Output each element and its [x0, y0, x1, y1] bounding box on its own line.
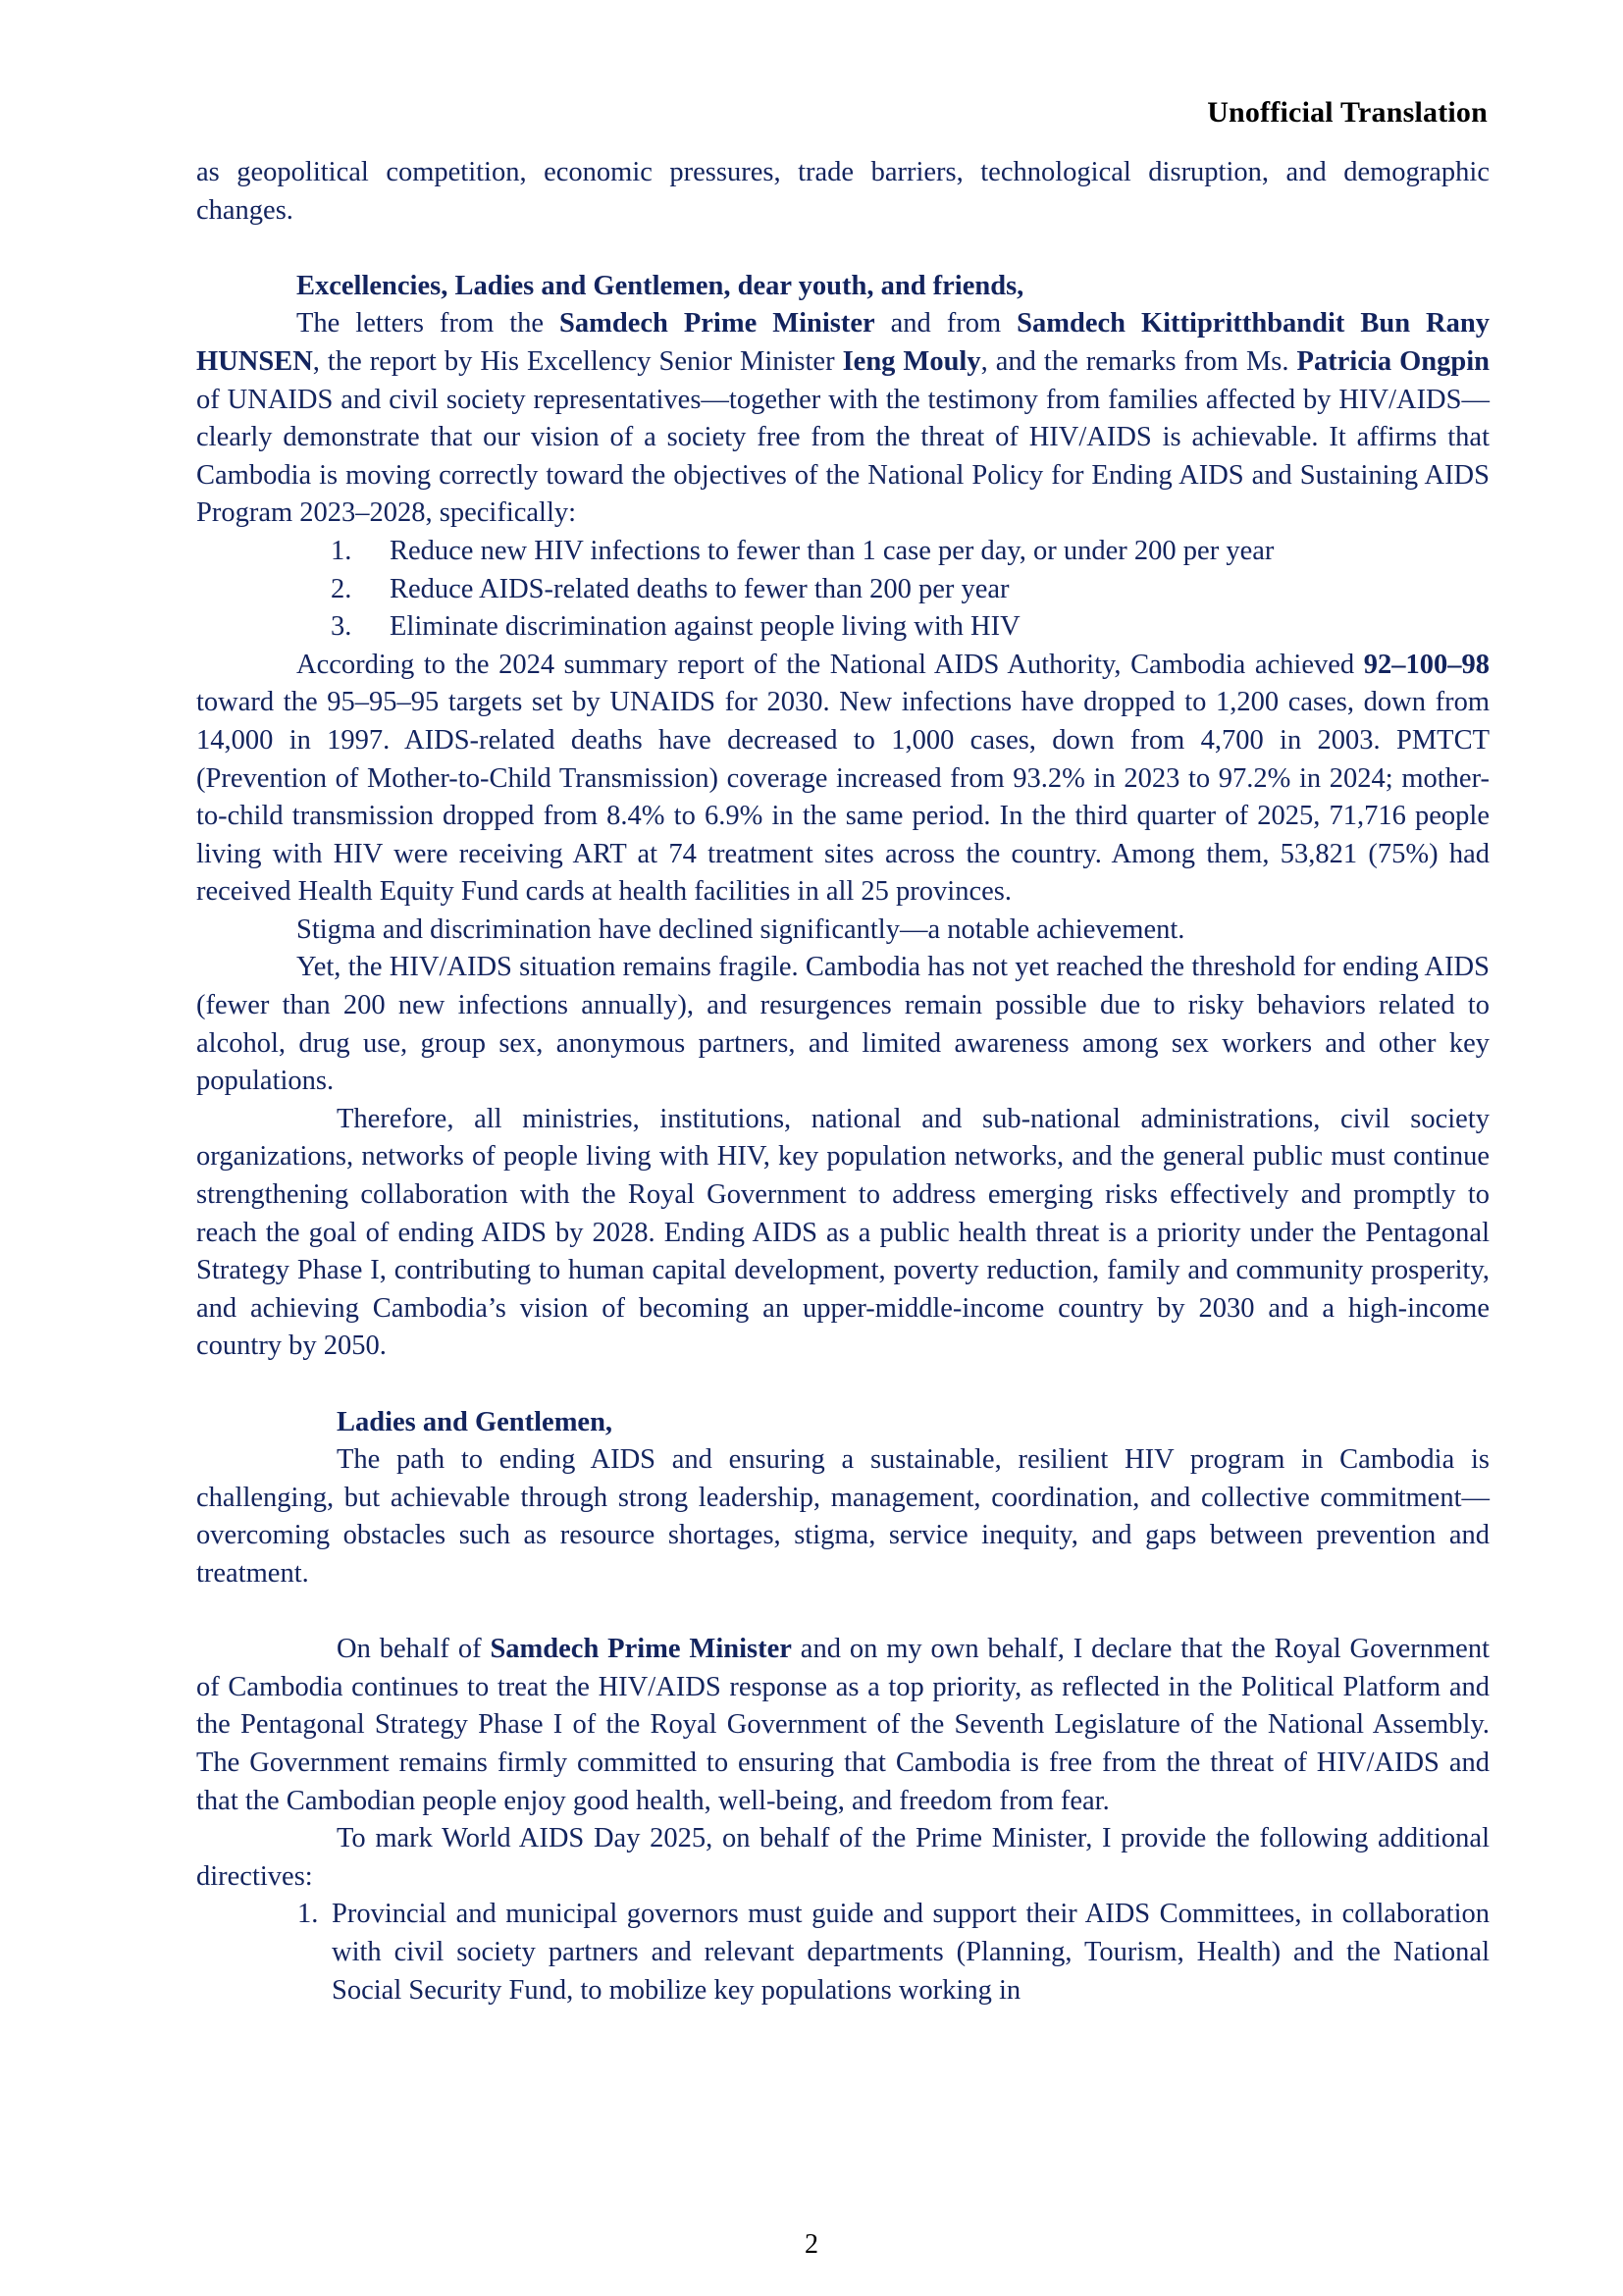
- spacer: [196, 230, 1490, 268]
- paragraph-intro-continuation: as geopolitical competition, economic pressures, trade barriers, technological disruption, and demographic changes.: [196, 157, 1490, 226]
- paragraph-letters: [196, 305, 1490, 533]
- list-text: Eliminate discrimination against people living with HIV: [390, 611, 1021, 643]
- list-number: 1.: [297, 1899, 319, 1930]
- text: , and the remarks from Ms.: [980, 345, 1297, 377]
- unofficial-translation-header: Unofficial Translation: [1207, 96, 1488, 129]
- bold-name-prime-minister: Samdech Prime Minister: [559, 308, 875, 339]
- text: , the report by His Excellency Senior Minister: [312, 345, 843, 377]
- text: According to the 2024 summary report of the National AIDS Authority, Cambodia achieved: [296, 649, 1364, 680]
- list-number: 3.: [331, 611, 352, 643]
- list-text: Reduce AIDS-related deaths to fewer than 200 per year: [390, 573, 1010, 604]
- spacer: [196, 1593, 1490, 1632]
- text: On behalf of: [337, 1634, 491, 1665]
- objective-item: [196, 571, 1490, 609]
- paragraph-on-behalf: [196, 1631, 1490, 1820]
- paragraph-2024-report: [196, 647, 1490, 912]
- paragraph-stigma: Stigma and discrimination have declined significantly—a notable achievement.: [296, 913, 1185, 945]
- paragraph-fragile: Yet, the HIV/AIDS situation remains fragile. Cambodia has not yet reached the threshold for ending AIDS (fewer than 200 new infections annually), and resurgences remain possible due to risky behaviors related to alcohol, drug use, group sex, anonymous partners, and limited awareness among sex workers and other key populations.: [196, 952, 1490, 1097]
- list-text: Reduce new HIV infections to fewer than 1 case per day, or under 200 per year: [390, 535, 1275, 566]
- text: of UNAIDS and civil society representatives—together with the testimony from families affected by HIV/AIDS—clearly demonstrate that our vision of a society free from the threat of HIV/AIDS is achievable. It affirms that Cambodia is moving correctly toward the objectives of the National Policy for Ending AIDS and Sustaining AIDS Program 2023–2028, specifically:: [196, 384, 1490, 529]
- directive-item: [196, 1896, 1490, 2009]
- text: and from: [874, 308, 1018, 339]
- bold-name-bun-rany: Samdech Kittipritthbandit Bun Rany HUNSEN: [196, 308, 1490, 377]
- bold-name-patricia-ongpin: Patricia Ongpin: [1296, 345, 1490, 377]
- objectives-list: [196, 533, 1490, 647]
- bold-name-ieng-mouly: Ieng Mouly: [842, 345, 981, 377]
- spacer: [196, 1366, 1490, 1404]
- paragraph-path: The path to ending AIDS and ensuring a sustainable, resilient HIV program in Cambodia is challenging, but achievable through strong leadership, management, coordination, and collective commitment—overcoming obstacles such as resource shortages, stigma, service inequity, and gaps between prevention and treatment.: [196, 1444, 1490, 1589]
- bold-name-prime-minister: Samdech Prime Minister: [490, 1634, 792, 1665]
- list-number: 1.: [331, 535, 352, 566]
- list-text: Provincial and municipal governors must guide and support their AIDS Committees, in collaboration with civil society partners and relevant departments (Planning, Tourism, Health) and the National Social Security Fund, to mobilize key populations working in: [332, 1899, 1490, 2006]
- objective-item: [196, 608, 1490, 647]
- paragraph-therefore: Therefore, all ministries, institutions, national and sub-national administrations, civil society organizations, networks of people living with HIV, key population networks, and the general public must continue strengthening collaboration with the Royal Government to address emerging risks effectively and promptly to reach the goal of ending AIDS by 2028. Ending AIDS as a public health threat is a priority under the Pentagonal Strategy Phase I, contributing to human capital development, poverty reduction, family and community prosperity, and achieving Cambodia’s vision of becoming an upper-middle-income country by 2030 and a high-income country by 2050.: [196, 1103, 1490, 1362]
- directives-list: [196, 1896, 1490, 2009]
- salutation-excellencies: Excellencies, Ladies and Gentlemen, dear youth, and friends,: [296, 270, 1024, 301]
- page-number: 2: [805, 2229, 818, 2260]
- document-body: [196, 154, 1490, 2009]
- salutation-ladies-gentlemen: Ladies and Gentlemen,: [337, 1406, 613, 1437]
- text: and on my own behalf, I declare that the Royal Government of Cambodia continues to treat the HIV/AIDS response as a top priority, as reflected in the Political Platform and the Pentagonal Strategy Phase I of the Royal Government of the Seventh Legislature of the National Assembly. The Government remains firmly committed to ensuring that Cambodia is free from the threat of HIV/AIDS and that the Cambodian people enjoy good health, well-being, and freedom from fear.: [196, 1634, 1490, 1816]
- text: toward the 95–95–95 targets set by UNAIDS for 2030. New infections have dropped to 1,200 cases, down from 14,000 in 1997. AIDS-related deaths have decreased to 1,000 cases, down from 4,700 in 2003. PMTCT (Prevention of Mother-to-Child Transmission) coverage increased from 93.2% in 2023 to 97.2% in 2024; mother-to-child transmission dropped from 8.4% to 6.9% in the same period. In the third quarter of 2025, 71,716 people living with HIV were receiving ART at 74 treatment sites across the country. Among them, 53,821 (75%) had received Health Equity Fund cards at health facilities in all 25 provinces.: [196, 687, 1490, 908]
- text: The letters from the: [296, 308, 560, 339]
- objective-item: [196, 533, 1490, 571]
- bold-target-figures: 92–100–98: [1363, 649, 1490, 680]
- paragraph-world-aids-day: To mark World AIDS Day 2025, on behalf of the Prime Minister, I provide the following additional directives:: [196, 1823, 1490, 1892]
- list-number: 2.: [331, 573, 352, 604]
